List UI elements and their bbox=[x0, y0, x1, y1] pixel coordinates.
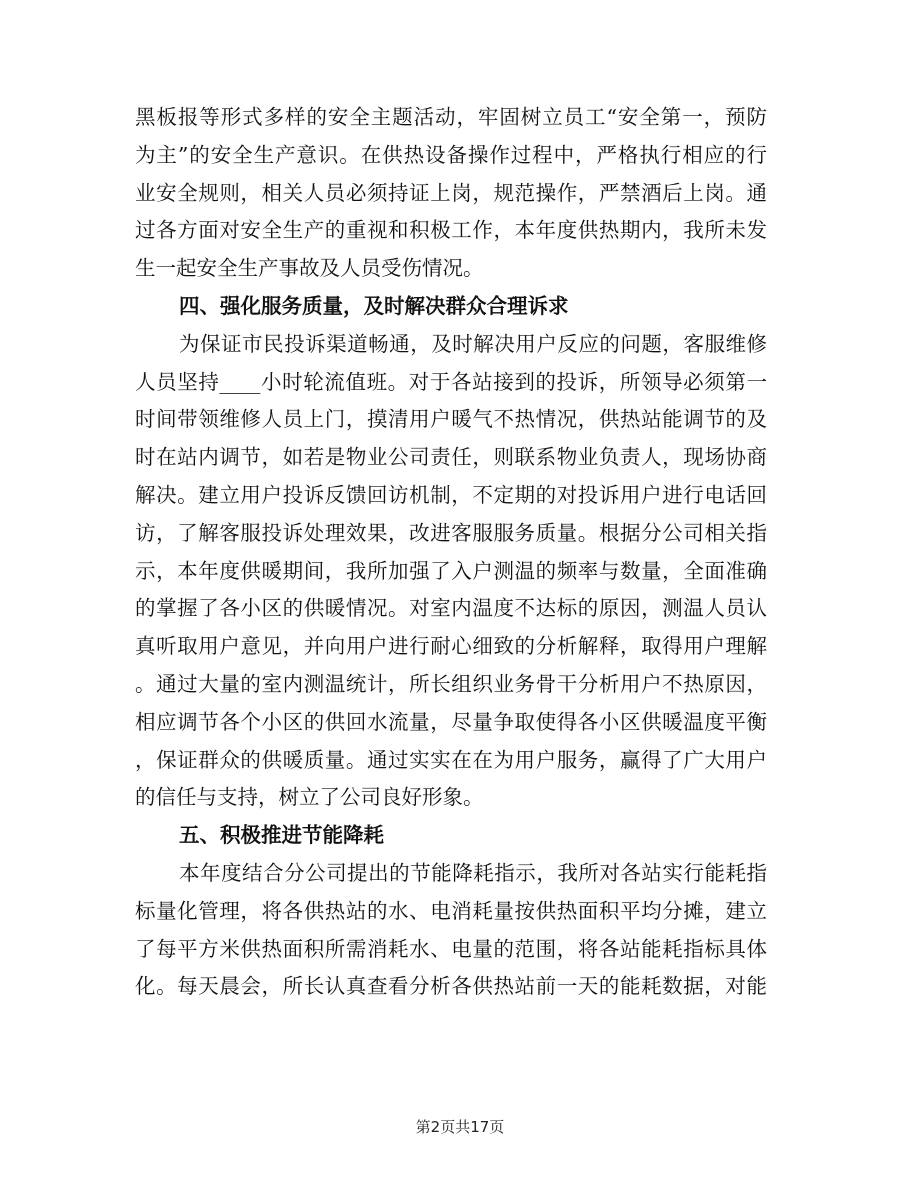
paragraph-line: 的信任与支持，树立了公司良好形象。 bbox=[135, 785, 484, 810]
paragraph-line: 为主”的安全生产意识。在供热设备操作过程中，严格执行相应的行 bbox=[135, 142, 767, 167]
paragraph-line: 的掌握了各小区的供暖情况。对室内温度不达标的原因，测温人员认 bbox=[135, 596, 767, 621]
paragraph-line: 访，了解客服投诉处理效果，改进客服服务质量。根据分公司相关指 bbox=[135, 520, 767, 545]
paragraph-line: 标量化管理，将各供热站的水、电消耗量按供热面积平均分摊，建立 bbox=[135, 898, 767, 923]
page-number-footer: 第2页共17页 bbox=[415, 1118, 505, 1136]
paragraph-line: 了每平方米供热面积所需消耗水、电量的范围，将各站能耗指标具体 bbox=[135, 936, 767, 961]
paragraph-line: 过各方面对安全生产的重视和积极工作，本年度供热期内，我所未发 bbox=[135, 218, 767, 243]
paragraph-line: 时在站内调节，如若是物业公司责任，则联系物业负责人，现场协商 bbox=[135, 445, 767, 470]
paragraph-line: 解决。建立用户投诉反馈回访机制，不定期的对投诉用户进行电话回 bbox=[135, 482, 767, 507]
paragraph-line: 业安全规则，相关人员必须持证上岗，规范操作，严禁酒后上岗。通 bbox=[135, 180, 767, 205]
document-page bbox=[135, 99, 767, 1006]
paragraph-line: 真听取用户意见，并向用户进行耐心细致的分析解释，取得用户理解 bbox=[135, 634, 767, 659]
paragraph-line: 相应调节各个小区的供回水流量，尽量争取使得各小区供暖温度平衡 bbox=[135, 709, 767, 734]
paragraph-line: 本年度结合分公司提出的节能降耗指示，我所对各站实行能耗指 bbox=[179, 860, 767, 885]
paragraph-line: 。通过大量的室内测温统计，所长组织业务骨干分析用户不热原因， bbox=[135, 671, 767, 696]
paragraph-line: 示，本年度供暖期间，我所加强了入户测温的频率与数量，全面准确 bbox=[135, 558, 767, 583]
paragraph-line: 生一起安全生产事故及人员受伤情况。 bbox=[135, 256, 484, 281]
paragraph-line: 黑板报等形式多样的安全主题活动，牢固树立员工“安全第一，预防 bbox=[135, 105, 767, 129]
paragraph-line: 为保证市民投诉渠道畅通，及时解决用户反应的问题，客服维修 bbox=[179, 331, 767, 356]
section-heading-5: 五、积极推进节能降耗 bbox=[179, 823, 384, 848]
paragraph-line: 化。每天晨会，所长认真查看分析各供热站前一天的能耗数据，对能 bbox=[135, 974, 767, 999]
paragraph-line: 人员坚持____小时轮流值班。对于各站接到的投诉，所领导必须第一 bbox=[135, 369, 767, 394]
section-heading-4: 四、强化服务质量，及时解决群众合理诉求 bbox=[179, 293, 569, 318]
paragraph-line: 时间带领维修人员上门，摸清用户暖气不热情况，供热站能调节的及 bbox=[135, 407, 767, 432]
paragraph-line: ，保证群众的供暖质量。通过实实在在为用户服务，赢得了广大用户 bbox=[135, 747, 767, 772]
